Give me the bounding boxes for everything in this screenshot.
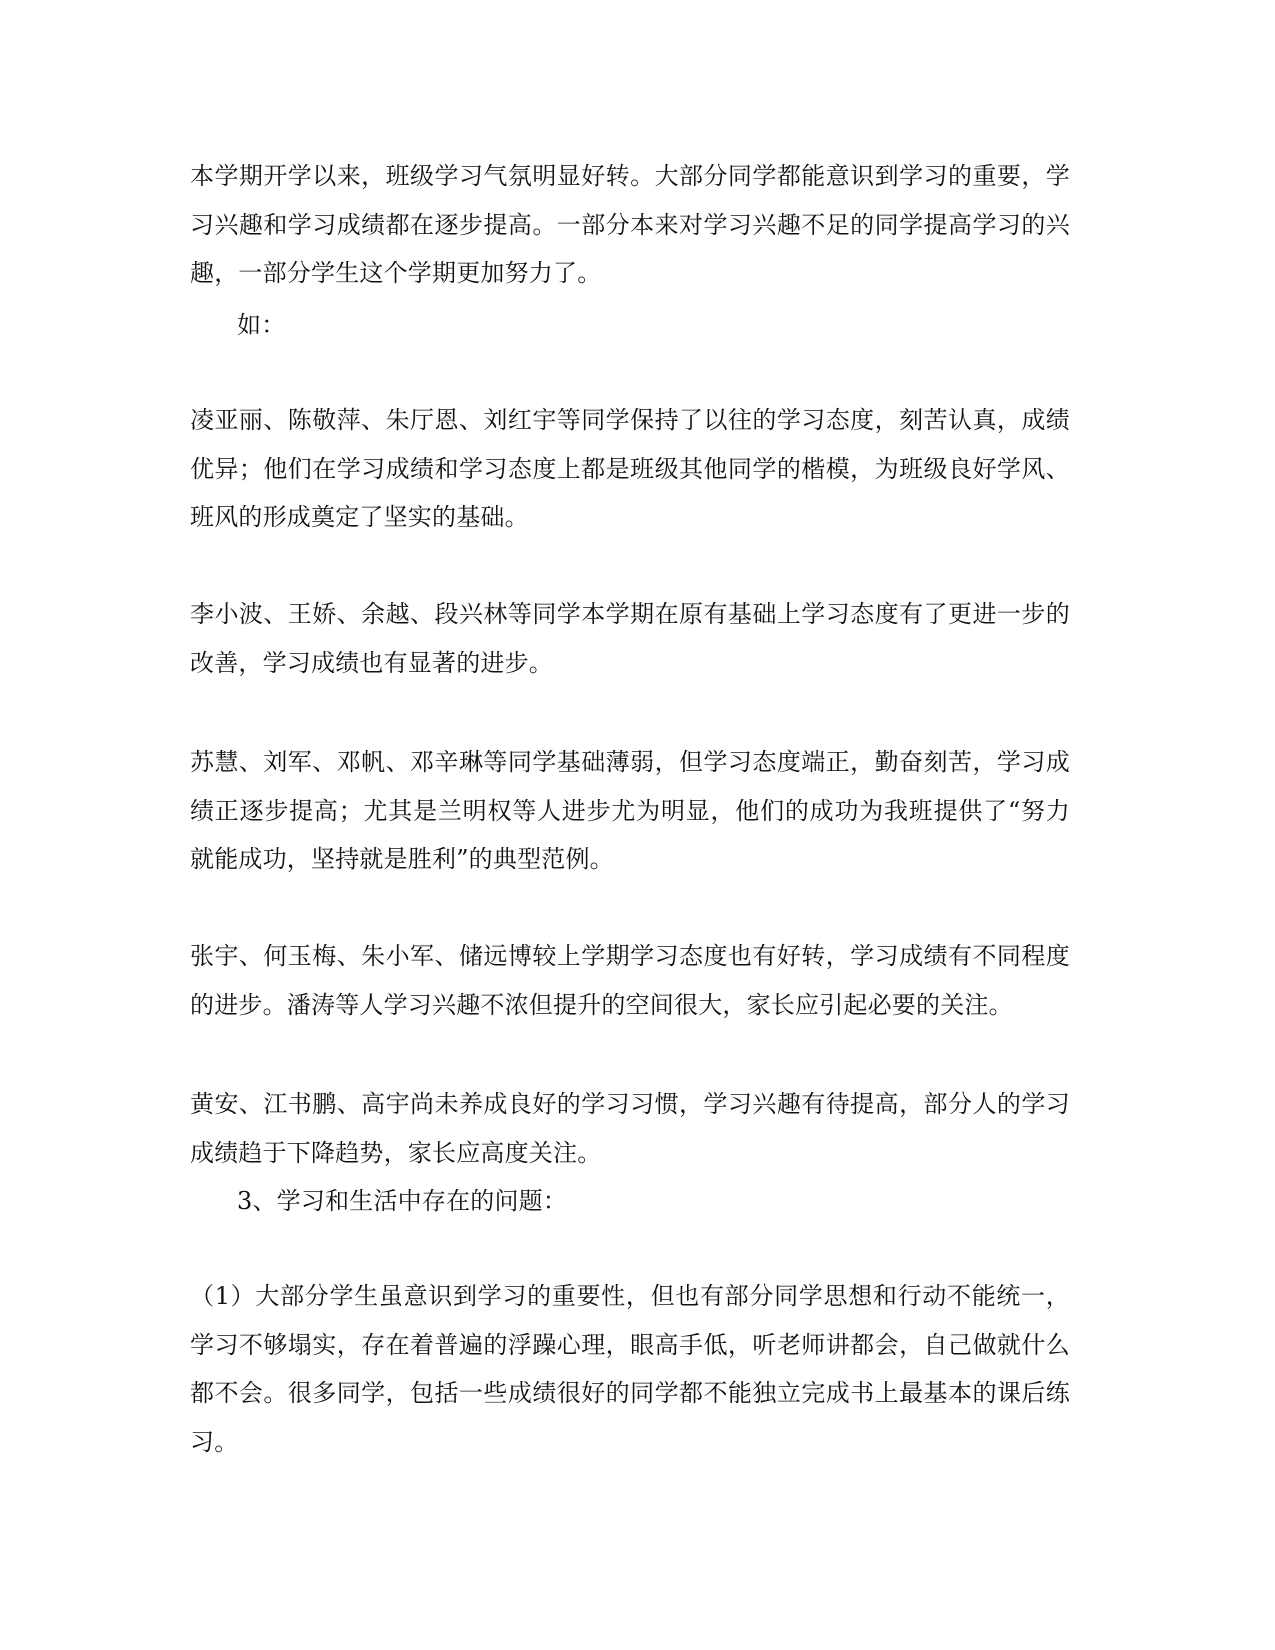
paragraph-diligent-students: 苏慧、刘军、邓帆、邓辛琳等同学基础薄弱，但学习态度端正，勤奋刻苦，学习成绩正逐步提高；尤其是兰明权等人进步尤为明显，他们的成功为我班提供了“努力就能成功，坚持就是胜利”的典型范例。 (190, 748, 1070, 873)
section-heading-problems: 3、学习和生活中存在的问题： (237, 1187, 568, 1215)
paragraph-example-label: 如： (237, 311, 286, 339)
paragraph-improved-students: 李小波、王娇、余越、段兴林等同学本学期在原有基础上学习态度有了更进一步的改善，学习成绩也有显著的进步。 (190, 600, 1070, 677)
paragraph-attention-students: 黄安、江书鹏、高宇尚未养成良好的学习习惯，学习兴趣有待提高，部分人的学习成绩趋于下降趋势，家长应高度关注。 (190, 1090, 1070, 1167)
paragraph-problem-1: （1）大部分学生虽意识到学习的重要性，但也有部分同学思想和行动不能统一，学习不够塌实，存在着普遍的浮躁心理，眼高手低，听老师讲都会，自己做就什么都不会。很多同学，包括一些成绩很好的同学都不能独立完成书上最基本的课后练习。 (190, 1282, 1070, 1456)
paragraph-excellent-students: 凌亚丽、陈敬萍、朱厅恩、刘红宇等同学保持了以往的学习态度，刻苦认真，成绩优异；他们在学习成绩和学习态度上都是班级其他同学的楷模，为班级良好学风、班风的形成奠定了坚实的基础。 (190, 406, 1070, 531)
paragraph-progressing-students: 张宇、何玉梅、朱小军、储远博较上学期学习态度也有好转，学习成绩有不同程度的进步。潘涛等人学习兴趣不浓但提升的空间很大，家长应引起必要的关注。 (190, 942, 1070, 1019)
paragraph-intro: 本学期开学以来，班级学习气氛明显好转。大部分同学都能意识到学习的重要，学习兴趣和学习成绩都在逐步提高。一部分本来对学习兴趣不足的同学提高学习的兴趣，一部分学生这个学期更加努力了。 (190, 162, 1070, 287)
